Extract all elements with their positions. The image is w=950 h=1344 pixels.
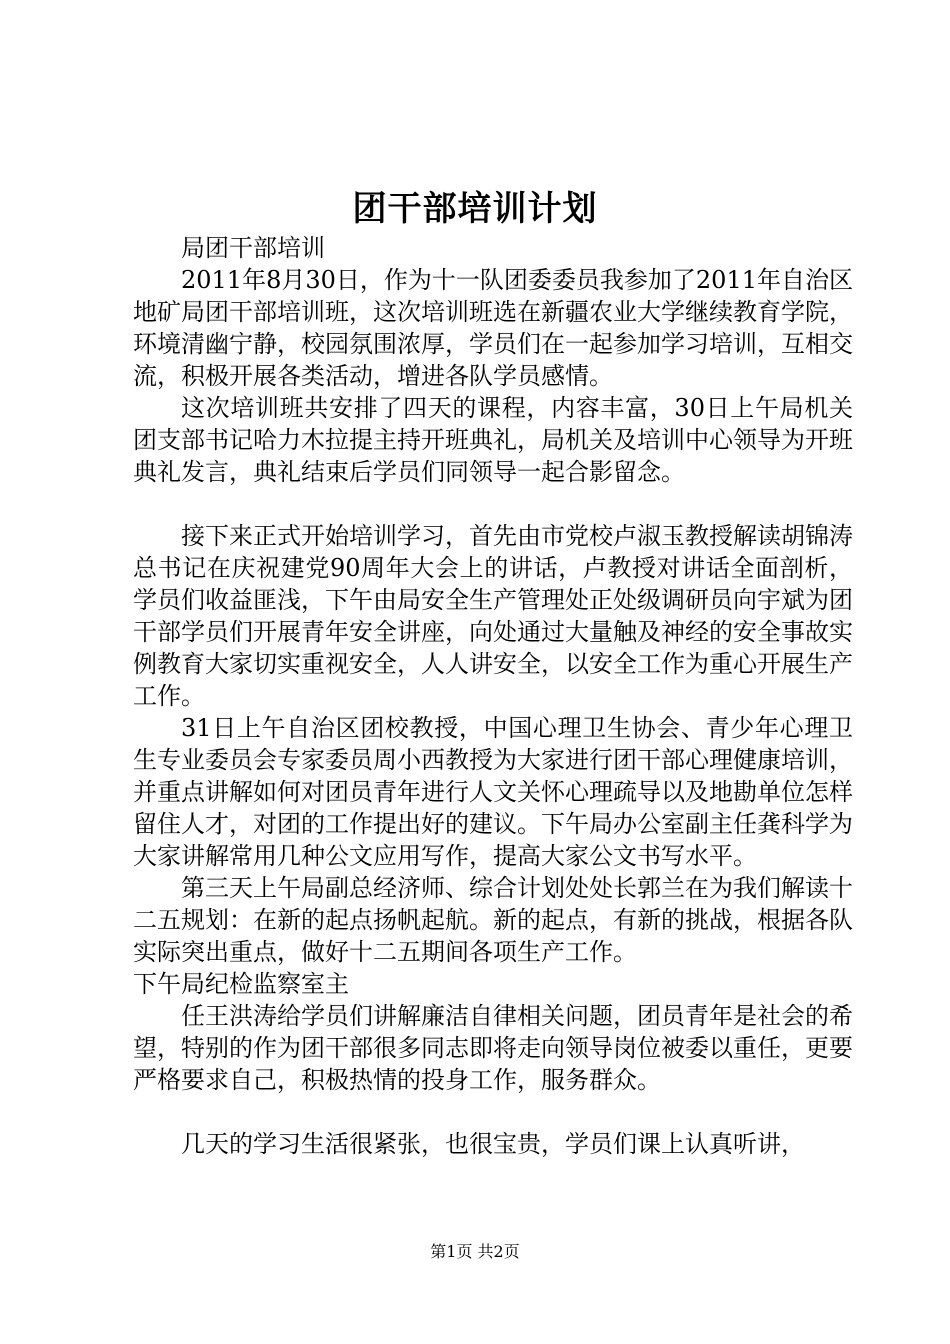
- document-title: 团干部培训计划: [352, 189, 598, 229]
- paragraph-7: 任王洪涛给学员们讲解廉洁自律相关问题，团员青年是社会的希望，特别的作为团干部很多同志即将走向领导岗位被委以重任，更要严格要求自己，积极热情的投身工作，服务群众。: [133, 1002, 853, 1094]
- paragraph-4: 31日上午自治区团校教授，中国心理卫生协会、青少年心理卫生专业委员会专家委员周小西教授为大家进行团干部心理健康培训，并重点讲解如何对团员青年进行人文关怀心理疏导以及地勘单位怎样留住人才，对团的工作提出好的建议。下午局办公室副主任龚科学为大家讲解常用几种公文应用写作，提高大家公文书写水平。: [133, 714, 853, 870]
- paragraph-5: 第三天上午局副总经济师、综合计划处处长郭兰在为我们解读十二五规划：在新的起点扬帆起航。新的起点，有新的挑战，根据各队实际突出重点，做好十二五期间各项生产工作。: [133, 874, 853, 966]
- paragraph-3: 接下来正式开始培训学习，首先由市党校卢淑玉教授解读胡锦涛总书记在庆祝建党90周年大会上的讲话，卢教授对讲话全面剖析，学员们收益匪浅，下午由局安全生产管理处正处级调研员向宇斌为团干部学员们开展青年安全讲座，向处通过大量触及神经的安全事故实例教育大家切实重视安全，人人讲安全，以安全工作为重心开展生产工作。: [133, 522, 853, 710]
- paragraph-8: 几天的学习生活很紧张，也很宝贵，学员们课上认真听讲，: [181, 1130, 805, 1158]
- document-body: [133, 232, 853, 1160]
- page-number-footer: 第1页 共2页: [430, 1242, 520, 1261]
- paragraph-1: 2011年8月30日，作为十一队团委委员我参加了2011年自治区地矿局团干部培训班，这次培训班选在新疆农业大学继续教育学院，环境清幽宁静，校园氛围浓厚，学员们在一起参加学习培训，互相交流，积极开展各类活动，增进各队学员感情。: [133, 266, 853, 390]
- paragraph-6: 下午局纪检监察室主: [133, 970, 349, 998]
- paragraph-2: 这次培训班共安排了四天的课程，内容丰富，30日上午局机关团支部书记哈力木拉提主持开班典礼，局机关及培训中心领导为开班典礼发言，典礼结束后学员们同领导一起合影留念。: [133, 394, 853, 486]
- paragraph-subtitle: 局团干部培训: [181, 234, 325, 262]
